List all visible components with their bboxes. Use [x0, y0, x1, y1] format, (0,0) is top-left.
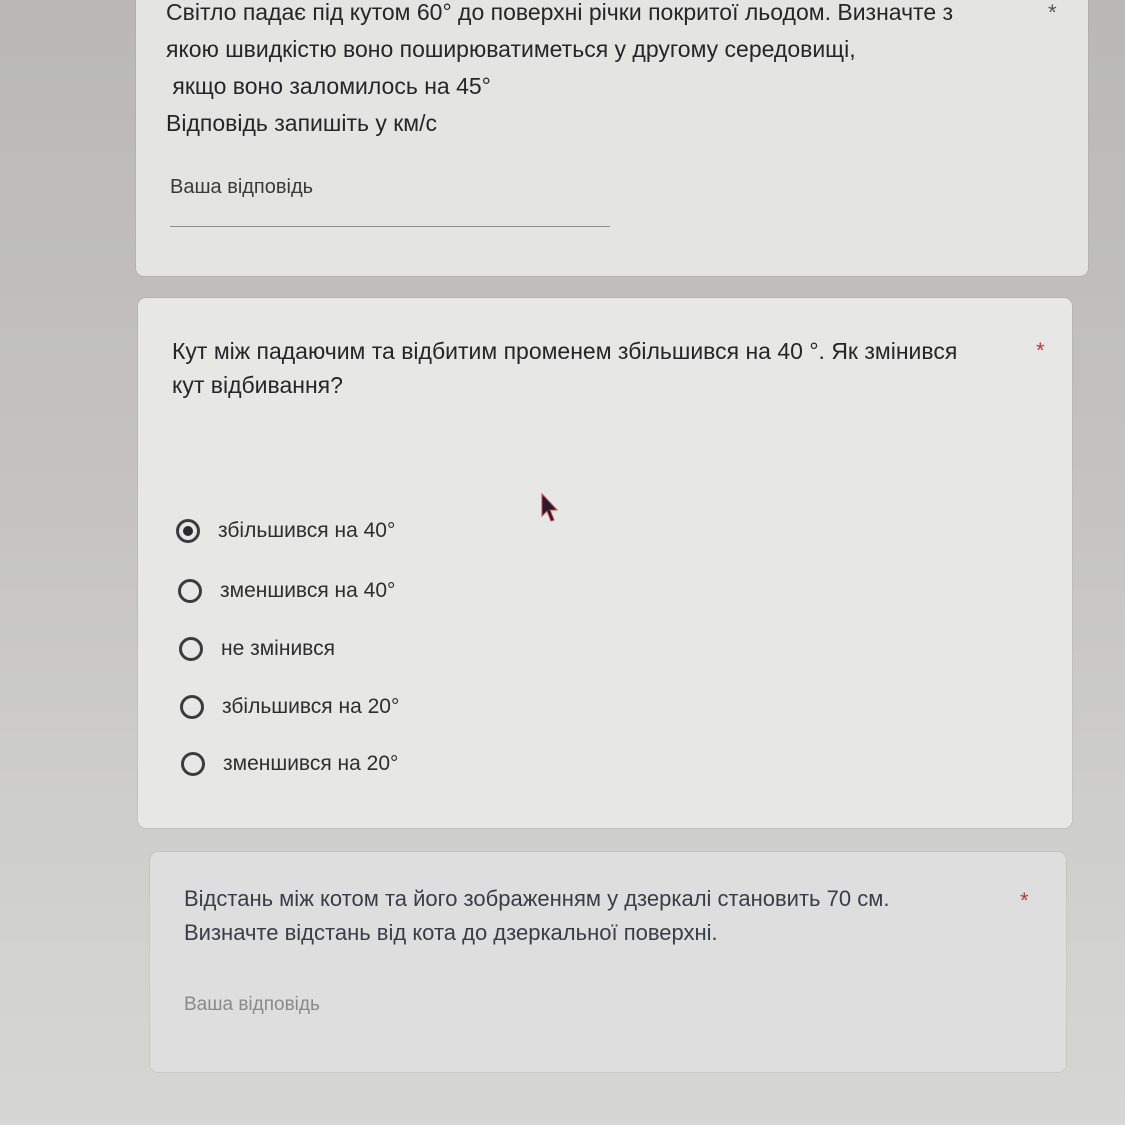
- radio-option-label: збільшився на 20°: [222, 695, 400, 718]
- question-1-text: [166, 0, 1046, 142]
- question-card-3: [150, 852, 1066, 1072]
- question-2-text: [172, 334, 1032, 402]
- radio-unchecked-icon[interactable]: [180, 695, 204, 719]
- question-2-line-1: Кут між падаючим та відбитим променем збільшився на 40 °. Як змінився: [172, 338, 958, 364]
- answer-input-underline: [170, 226, 610, 227]
- question-1-line-3: якщо воно заломилось на 45°: [166, 73, 491, 99]
- radio-unchecked-icon[interactable]: [181, 752, 205, 776]
- answer-input-1[interactable]: Ваша відповідь: [170, 176, 314, 198]
- question-card-1: [136, 0, 1088, 276]
- radio-option-1[interactable]: [176, 514, 395, 548]
- radio-option-label: зменшився на 20°: [223, 752, 399, 775]
- radio-option-4[interactable]: [180, 690, 399, 724]
- radio-option-5[interactable]: [181, 747, 398, 781]
- radio-unchecked-icon[interactable]: [178, 579, 202, 603]
- question-3-line-2: Визначте відстань від кота до дзеркальної поверхні.: [184, 920, 718, 945]
- radio-option-label: зменшився на 40°: [220, 579, 396, 602]
- question-3-line-1: Відстань між котом та його зображенням у дзеркалі становить 70 см.: [184, 886, 890, 911]
- question-card-2: [138, 298, 1072, 828]
- radio-option-label: збільшився на 40°: [218, 519, 396, 542]
- radio-option-3[interactable]: [179, 632, 335, 666]
- question-3-text: [184, 882, 1004, 950]
- radio-option-2[interactable]: [178, 574, 395, 608]
- radio-option-label: не змінився: [221, 637, 335, 660]
- required-mark: *: [1020, 888, 1029, 913]
- question-1-line-2: якою швидкістю воно поширюватиметься у другому середовищі,: [166, 36, 856, 62]
- question-1-line-4: Відповідь запишіть у км/с: [166, 110, 438, 136]
- question-2-line-2: кут відбивання?: [172, 372, 343, 398]
- question-1-line-1: Світло падає під кутом 60° до поверхні річки покритої льодом. Визначте з: [166, 0, 954, 25]
- answer-input-3[interactable]: Ваша відповідь: [184, 994, 320, 1015]
- mouse-pointer-icon: [540, 492, 560, 524]
- required-mark: *: [1048, 0, 1057, 25]
- required-mark: *: [1036, 338, 1045, 363]
- radio-checked-icon[interactable]: [176, 519, 200, 543]
- radio-unchecked-icon[interactable]: [179, 637, 203, 661]
